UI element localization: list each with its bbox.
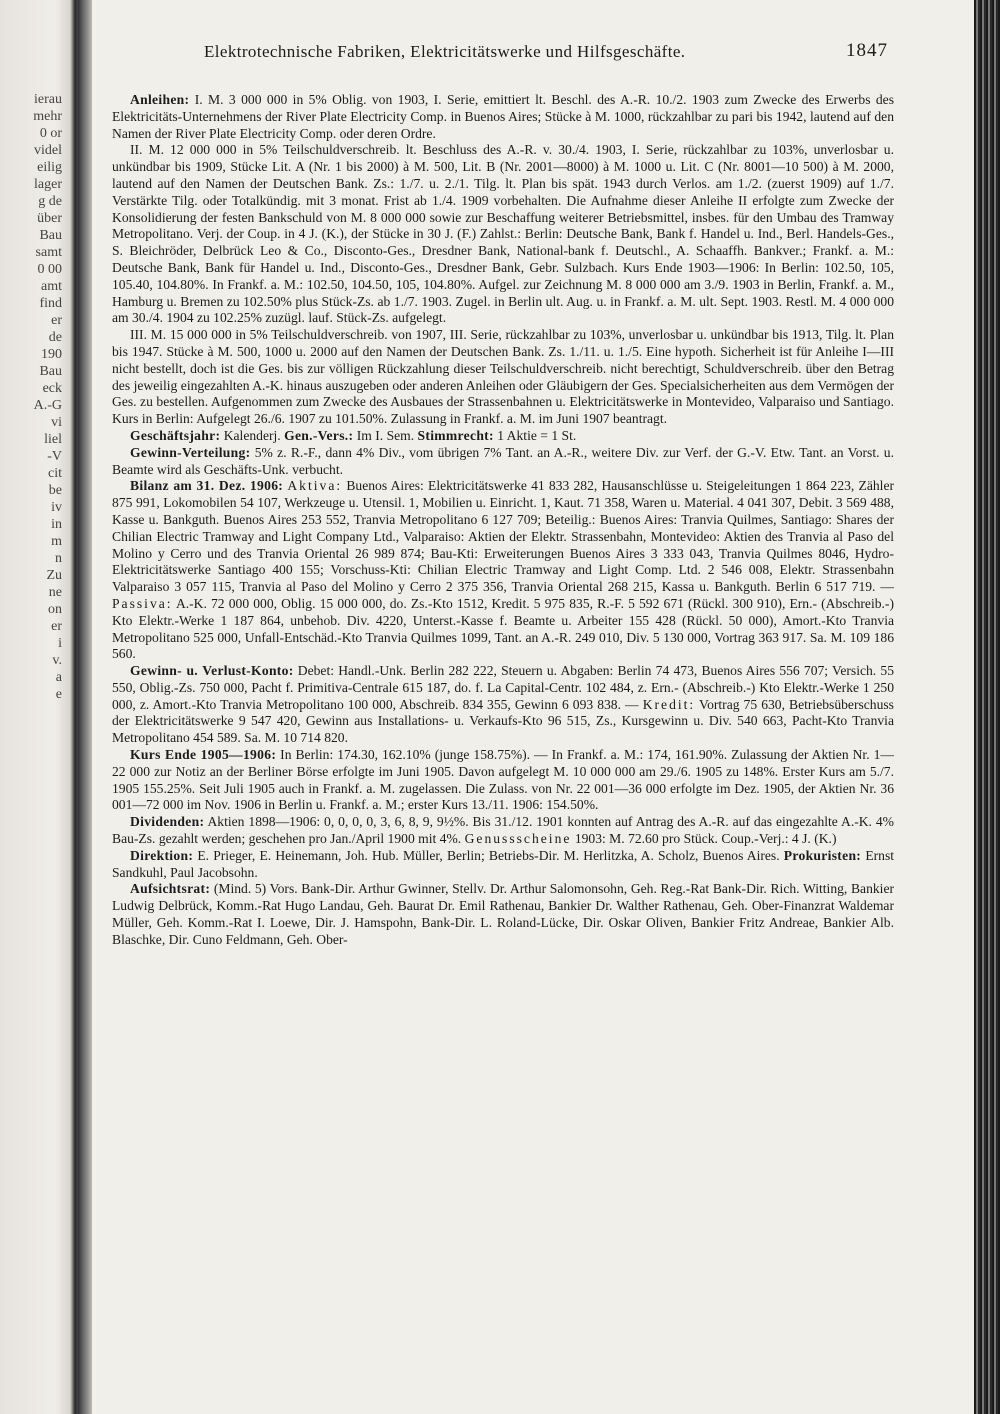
left-margin-fragment: m xyxy=(51,534,62,549)
gewinnverteilung-label: Gewinn-Verteilung: xyxy=(130,444,251,460)
left-margin-fragment: A.-G xyxy=(33,398,62,413)
left-margin-fragment: Bau xyxy=(39,228,62,243)
prokuristen-text: Ernst Sandkuhl, Paul Jacobsohn. xyxy=(112,847,895,880)
left-margin-fragment: cit xyxy=(48,466,62,481)
page-edge-right xyxy=(974,0,1000,1414)
left-margin-fragment: iv xyxy=(51,500,62,515)
kurs-label: Kurs Ende 1905—1906: xyxy=(130,747,277,763)
anleihen-paragraph-1 xyxy=(112,92,894,142)
aufsichtsrat-text: (Mind. 5) Vors. Bank-Dir. Arthur Gwinner, Stellv. Dr. Arthur Salomonsohn, Geh. Reg.-Rat Bank-Dir. Rich. Witting, Bankier Ludwig Delbrück, Komm.-Rat Hugo Landau, Geh. Baurat Dr. Emil Rathenau, Bankier Dr. Walther Rathenau, Geh. Ober-Finanzrat Waldemar Müller, Geh. Komm.-Rat I. Loewe, Dir. J. Hamspohn, Bank-Dir. L. Roland-Lücke, Dir. Oskar Oliven, Bankier Fritz Andreae, Bankier Alb. Blaschke, Dir. Cuno Feldmann, Geh. Ober- xyxy=(112,881,894,947)
left-margin-fragment: find xyxy=(39,296,62,311)
left-page-margin xyxy=(0,0,78,1414)
left-margin-fragment: 0 00 xyxy=(37,262,62,277)
gewinnverteilung-text: 5% z. R.-F., dann 4% Div., vom übrigen 7% Tant. an A.-R., weitere Div. zur Verf. der G.-V. Etw. Tant. an Vorst. u. Beamte wird als Geschäfts-Unk. verbucht. xyxy=(112,444,894,477)
genussscheine-word: Genussscheine xyxy=(464,831,572,847)
prokuristen-label: Prokuristen: xyxy=(783,847,862,863)
direktion-text: E. Prieger, E. Heinemann, Joh. Hub. Müller, Berlin; Betriebs-Dir. M. Herlitzka, A. Scholz, Buenos Aires. xyxy=(197,847,780,863)
bilanz-aktiva-text: Buenos Aires: Elektricitätswerke 41 833 282, Hausanschlüsse u. Steigeleitungen 1 864 223, Zähler 875 991, Lokomobilen 54 107, Werkzeuge u. Utensil. 1, Mobilien u. Einricht. 1, Kaut. 71 358, Waren u. Material. 4 041 307, Debit. 3 569 488, Kasse u. Bankguth. Buenos Aires 253 552, Tranvia Metropolitano 6 127 709; Beteilig.: Buenos Aires: Tranvia Quilmes, Santiago: Shares der Chilian Electric Tramway and Light Company Ltd., Valparaiso: Aktien der Elektr. Strassenbahn, Montevideo: Aktien des Tranvia al Paso del Molino y Cerro und des Tranvia Oriental 26 989 874; Bau-Kti: Erweiterungen Buenos Aires 3 333 043, Tranvia Quilmes 8046, Hydro-Elektricitätswerke Santiago 400 155; Vorschuss-Kti: Chilian Electric Tramway and Light Comp. Ltd. 2 546 008, Elektr. Strassenbahn Valparaiso 3 057 115, Tranvia al Paso del Molino y Cerro 2 375 356, Tranvia Oriental 268 215, Kassa u. Bankguth. Berlin 6 517 719. — xyxy=(112,478,895,595)
kredit-word: Kredit: xyxy=(642,696,696,712)
left-margin-fragment: Bau xyxy=(39,364,62,379)
left-margin-fragment: Zu xyxy=(46,568,62,583)
left-margin-fragment: i xyxy=(58,636,62,651)
bilanz-label: Bilanz am 31. Dez. 1906: xyxy=(130,478,284,494)
guv-label: Gewinn- u. Verlust-Konto: xyxy=(130,663,294,679)
direktion-label: Direktion: xyxy=(130,847,194,863)
left-margin-fragment: eilig xyxy=(37,160,62,175)
anleihen-1-text: I. M. 3 000 000 in 5% Oblig. von 1903, I. Serie, emittiert lt. Beschl. des A.-R. 10./2. 1903 zum Zwecke des Erwerbs des Elektricitäts-Unternehmens der River Plate Electricity Comp. in Buenos Aires; Stücke à M. 1000, rückzahlbar zu pari bis 1942, lautend auf den Namen der River Plate Electricity Comp. oder deren Ordre. xyxy=(112,92,894,141)
left-margin-fragment: ierau xyxy=(34,92,62,107)
aktiva-word: Aktiva: xyxy=(287,478,343,494)
left-margin-fragment: er xyxy=(51,313,62,328)
dividenden-label: Dividenden: xyxy=(130,814,205,830)
gewinnverteilung-paragraph xyxy=(112,445,894,479)
left-margin-fragment: liel xyxy=(44,432,62,447)
book-spine xyxy=(78,0,92,1414)
left-margin-fragment: videl xyxy=(34,143,62,158)
left-margin-fragment: on xyxy=(48,602,62,617)
genvers-label: Gen.-Vers.: xyxy=(284,427,354,443)
page xyxy=(112,34,894,949)
kurs-paragraph xyxy=(112,747,894,814)
anleihen-paragraph-2 xyxy=(112,142,894,327)
left-margin-fragment: g de xyxy=(38,194,62,209)
page-number: 1847 xyxy=(846,40,888,61)
bilanz-paragraph xyxy=(112,478,894,663)
left-margin-fragment: v. xyxy=(52,653,62,668)
genvers-text: Im I. Sem. xyxy=(356,427,415,443)
left-margin-fragment: über xyxy=(37,211,62,226)
left-margin-fragment: n xyxy=(55,551,62,566)
guv-paragraph xyxy=(112,663,894,747)
left-margin-fragment: 190 xyxy=(41,347,62,362)
anleihen-2-text: II. M. 12 000 000 in 5% Teilschuldverschreib. lt. Beschluss des A.-R. v. 30./4. 1903, I. Serie, rückzahlbar zu 103%, unverlosbar u. unkündbar bis 1909, Stücke Lit. A (Nr. 1 bis 2000) à M. 500, Lit. B (Nr. 2001—8000) à M. 1000 u. Lit. C (Nr. 8001—10 500) à M. 2000, lautend auf den Namen der Deutschen Bank. Zs.: 1./7. u. 2./1. Tilg. lt. Plan bis spät. 1943 durch Verlos. am 1./2. (zuerst 1909) auf 1./7. Verstärkte Tilg. oder Totalkündig. mit 3 monat. Frist ab 1./4. 1909 vorbehalten. Die Aufnahme dieser Anleihe II erfolgte zum Zwecke der Konsolidierung der festen Bankschuld von M. 8 000 000 sowie zur Beschaffung weiterer Betriebsmittel, insbes. für den Umbau des Tramway Metropolitano. Verj. der Coup. in 4 J. (K.), der Stücke in 30 J. (F.) Zahlst.: Berlin: Deutsche Bank, Bank f. Handel u. Ind., Berl. Handels-Ges., S. Bleichröder, Delbrück Leo & Co., Disconto-Ges., Dresdner Bank, National-bank f. Deutschl., A. Schaaffh. Bankver.; Frankf. a. M.: Deutsche Bank, Bank für Handel u. Ind., Disconto-Ges., Dresdner Bank, Gebr. Sulzbach. Kurs Ende 1903—1906: In Berlin: 102.50, 105, 105.40, 104.80%. In Frankf. a. M.: 102.50, 104.50, 105, 104.80%. Aufgel. zur Zeichnung M. 8 000 000 am 3./9. 1903 in Berlin, Frankf. a. M., Hamburg u. Bremen zu 102.50% plus Stück-Zs. ab 1./7. 1903. Zugel. in Berlin ult. Aug. u. in Frankf. a. M. ult. Sept. 1903. Restl. M. 4 000 000 am 30./4. 1904 zu 102.25% zuzügl. lauf. Stück-Zs. aufgelegt. xyxy=(112,142,894,326)
left-margin-fragment: be xyxy=(48,483,62,498)
kurs-text: In Berlin: 174.30, 162.10% (junge 158.75%). — In Frankf. a. M.: 174, 161.90%. Zulassung der Aktien Nr. 1—22 000 zur Notiz an der Berliner Börse erfolgte im Juni 1905. Davon aufgelegt M. 10 000 000 am 29./6. 1905 zu 148%. Erster Kurs am 5./7. 1905 155.25%. Seit Juli 1905 auch in Frankf. a. M. zugelassen. Die Zulass. von Nr. 22 001—36 000 erfolgte im Dez. 1905, der Aktien Nr. 36 001—72 000 im Nov. 1906 in Berlin u. Frankf. a. M.; erster Kurs 13./11. 1906: 154.50%. xyxy=(112,747,894,813)
left-margin-fragment: de xyxy=(48,330,62,345)
left-margin-fragment: er xyxy=(51,619,62,634)
passiva-word: Passiva: xyxy=(112,595,173,611)
left-margin-fragment: vi xyxy=(51,415,62,430)
anleihen-label: Anleihen: xyxy=(130,92,190,107)
guv-debet-text: Debet: Handl.-Unk. Berlin 282 222, Steuern u. Abgaben: Berlin 74 473, Buenos Aires 556 707; Versich. 55 550, Oblig.-Zs. 750 000, Pacht f. Primitiva-Centrale 615 187, do. f. La Capital-Centr. 102 484, z. Ern.- (Abschreib.-) Kto Elektr.-Werke 1 250 000, z. Amort.-Kto Tranvia Metropolitano 100 000, Abschreib. 834 355, Gewinn 6 093 838. — xyxy=(112,663,894,712)
direktion-paragraph xyxy=(112,848,894,882)
page-header xyxy=(112,34,894,78)
left-margin-fragment: e xyxy=(55,687,62,702)
left-margin-fragment: mehr xyxy=(33,109,62,124)
stimmrecht-text: 1 Aktie = 1 St. xyxy=(497,427,577,443)
dividenden-paragraph xyxy=(112,814,894,848)
geschaeftsjahr-paragraph xyxy=(112,428,894,445)
running-title: Elektrotechnische Fabriken, Elektricitätswerke und Hilfsgeschäfte. xyxy=(204,42,686,61)
guv-kredit-text: Vortrag 75 630, Betriebsüberschuss der Elektricitätswerke 9 547 420, Gewinn aus Installations- u. Verkaufs-Kto 96 515, Zs., Kursgewinn u. Div. 540 663, Pacht-Kto Tranvia Metropolitano 454 589. Sa. M. 10 714 820. xyxy=(112,696,894,746)
dividenden-text: Aktien 1898—1906: 0, 0, 0, 0, 3, 6, 8, 9, 9½%. Bis 31./12. 1901 konnten auf Antrag des A.-R. auf das eingezahlte A.-K. 4% Bau-Zs. gezahlt werden; geschehen pro Jan./April 1900 mit 4%. xyxy=(112,814,894,847)
bilanz-passiva-text: A.-K. 72 000 000, Oblig. 15 000 000, do. Zs.-Kto 1512, Kredit. 5 975 835, R.-F. 5 592 671 (Rückl. 300 910), Ern.- (Abschreib.-) Kto Elektr.-Werke 1 187 864, unbehob. Div. 4220, Unterst.-Kasse f. Beamte u. Arbeiter 155 428 (Rückl. 50 000), Amort.-Kto Tranvia Metropolitano 525 000, Unfall-Entschäd.-Kto Tranvia Quilmes 1099, Tant. an A.-R. 249 010, Div. 5 130 000, Vortrag 363 917. Sa. M. 109 186 560. xyxy=(112,595,894,662)
anleihen-paragraph-3 xyxy=(112,327,894,428)
article-body xyxy=(112,92,894,949)
left-margin-fragment: -V xyxy=(47,449,62,464)
left-margin-fragment: ne xyxy=(48,585,62,600)
aufsichtsrat-paragraph xyxy=(112,881,894,948)
geschaeftsjahr-label: Geschäftsjahr: xyxy=(130,427,221,443)
stimmrecht-label: Stimmrecht: xyxy=(417,427,494,443)
genussscheine-text: 1903: M. 72.60 pro Stück. Coup.-Verj.: 4 J. (K.) xyxy=(574,831,837,847)
left-margin-fragment: 0 or xyxy=(39,126,62,141)
geschaeftsjahr-text: Kalenderj. xyxy=(223,427,281,443)
left-margin-fragment: amt xyxy=(41,279,62,294)
anleihen-3-text: III. M. 15 000 000 in 5% Teilschuldverschreib. von 1907, III. Serie, rückzahlbar zu 103%, unverlosbar u. unkündbar bis 1913, Tilg. lt. Plan bis 1947. Stücke à M. 500, 1000 u. 2000 auf den Namen der Deutschen Bank. Zs. 1./11. u. 1./5. Eine hypoth. Sicherheit ist für Anleihe I—III nicht bestellt, doch ist die Ges. bis zur völligen Rückzahlung dieser Teilschuldverschreib. nicht berechtigt, Schuldverschreib. über den Betrag des jeweilig eingezahlten A.-K. hinaus auszugeben oder anderen Anleihen oder Gläubigern der Ges. Specialsicherheiten aus dem Vermögen der Ges. zu bestellen. Aufgenommen zum Zwecke des Ausbaues der Strassenbahnen u. Elektricitätswerke in Montevideo, Valparaiso und Santiago. Kurs in Berlin: Aufgelegt 26./6. 1907 zu 101.50%. Zulassung in Frankf. a. M. im Juni 1907 beantragt. xyxy=(112,327,894,427)
left-margin-fragment: in xyxy=(51,517,62,532)
left-margin-fragment: a xyxy=(55,670,62,685)
left-margin-fragment: lager xyxy=(34,177,62,192)
left-margin-fragment: samt xyxy=(35,245,62,260)
aufsichtsrat-label: Aufsichtsrat: xyxy=(130,881,211,897)
left-margin-fragment: eck xyxy=(42,381,62,396)
